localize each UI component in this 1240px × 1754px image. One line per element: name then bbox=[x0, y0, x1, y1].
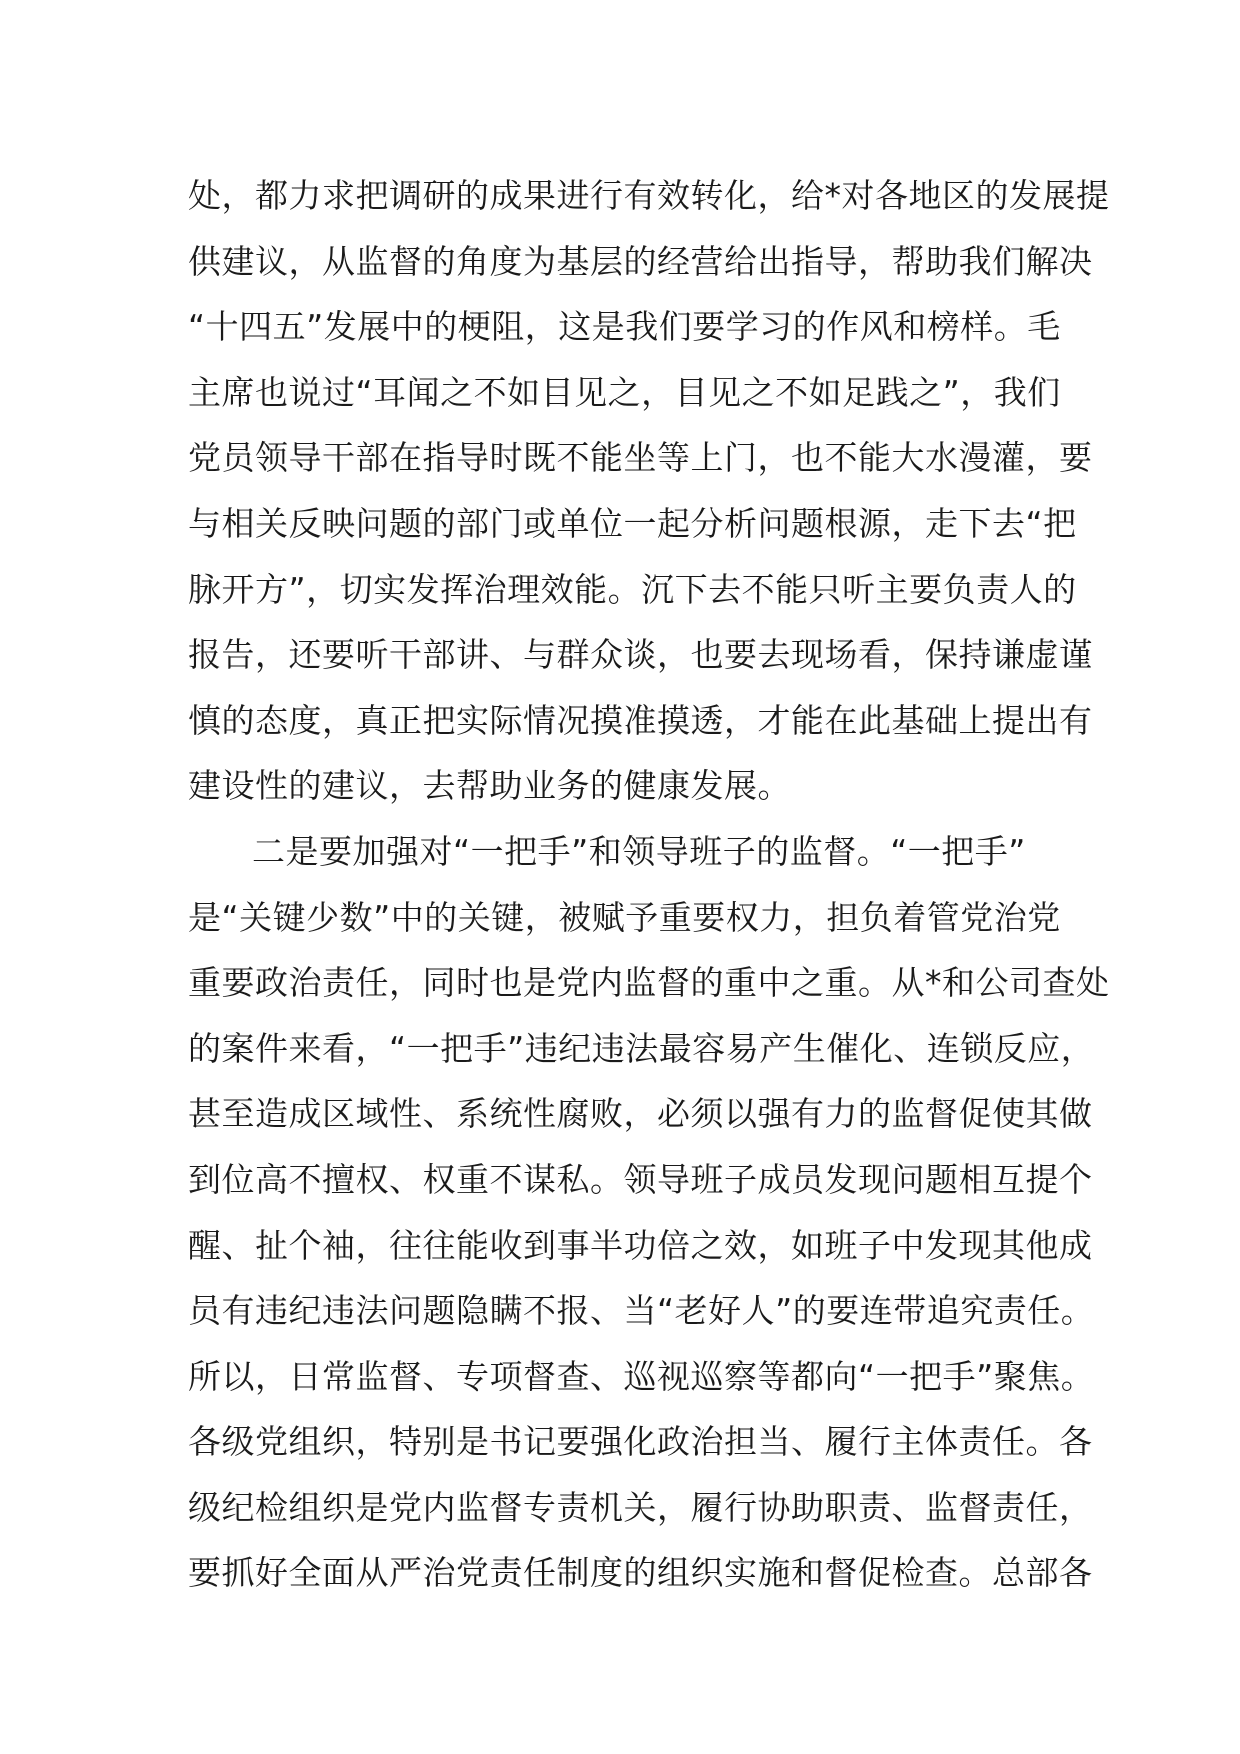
text-line-22: 要抓好全面从严治党责任制度的组织实施和督促检查。总部各 bbox=[188, 1553, 1093, 1593]
text-line-14: 的案件来看，“一把手”违纪违法最容易产生催化、连锁反应， bbox=[188, 1028, 1095, 1068]
text-line-8: 报告，还要听干部讲、与群众谈，也要去现场看，保持谦虚谨 bbox=[188, 635, 1093, 675]
text-line-13: 重要政治责任，同时也是党内监督的重中之重。从*和公司查处 bbox=[188, 963, 1110, 1003]
text-line-20: 各级党组织，特别是书记要强化政治担当、履行主体责任。各 bbox=[188, 1422, 1093, 1462]
text-line-17: 醒、扯个袖，往往能收到事半功倍之效，如班子中发现其他成 bbox=[188, 1225, 1093, 1265]
text-line-16: 到位高不擅权、权重不谋私。领导班子成员发现问题相互提个 bbox=[188, 1159, 1093, 1199]
text-line-5: 党员领导干部在指导时既不能坐等上门，也不能大水漫灌，要 bbox=[188, 438, 1093, 478]
text-line-6: 与相关反映问题的部门或单位一起分析问题根源，走下去“把 bbox=[188, 503, 1077, 543]
body-text bbox=[188, 163, 1110, 1606]
text-line-18: 员有违纪违法问题隐瞒不报、当“老好人”的要连带追究责任。 bbox=[188, 1291, 1095, 1331]
text-line-3: “十四五”发展中的梗阻，这是我们要学习的作风和榜样。毛 bbox=[188, 307, 1061, 347]
text-line-12: 是“关键少数”中的关键，被赋予重要权力，担负着管党治党 bbox=[188, 897, 1061, 937]
text-line-21: 级纪检组织是党内监督专责机关，履行协助职责、监督责任， bbox=[188, 1487, 1093, 1527]
text-line-10: 建设性的建议，去帮助业务的健康发展。 bbox=[188, 766, 791, 806]
text-line-2: 供建议，从监督的角度为基层的经营给出指导，帮助我们解决 bbox=[188, 241, 1093, 281]
text-line-4: 主席也说过“耳闻之不如目见之，目见之不如足践之”，我们 bbox=[188, 372, 1061, 412]
text-line-19: 所以，日常监督、专项督查、巡视巡察等都向“一把手”聚焦。 bbox=[188, 1356, 1095, 1396]
text-line-15: 甚至造成区域性、系统性腐败，必须以强有力的监督促使其做 bbox=[188, 1094, 1093, 1134]
text-line-7: 脉开方”，切实发挥治理效能。沉下去不能只听主要负责人的 bbox=[188, 569, 1077, 609]
paragraph-start-line: 二是要加强对“一把手”和领导班子的监督。“一把手” bbox=[252, 831, 1026, 871]
text-line-9: 慎的态度，真正把实际情况摸准摸透，才能在此基础上提出有 bbox=[188, 700, 1093, 740]
text-line-1: 处，都力求把调研的成果进行有效转化，给*对各地区的发展提 bbox=[188, 176, 1110, 215]
